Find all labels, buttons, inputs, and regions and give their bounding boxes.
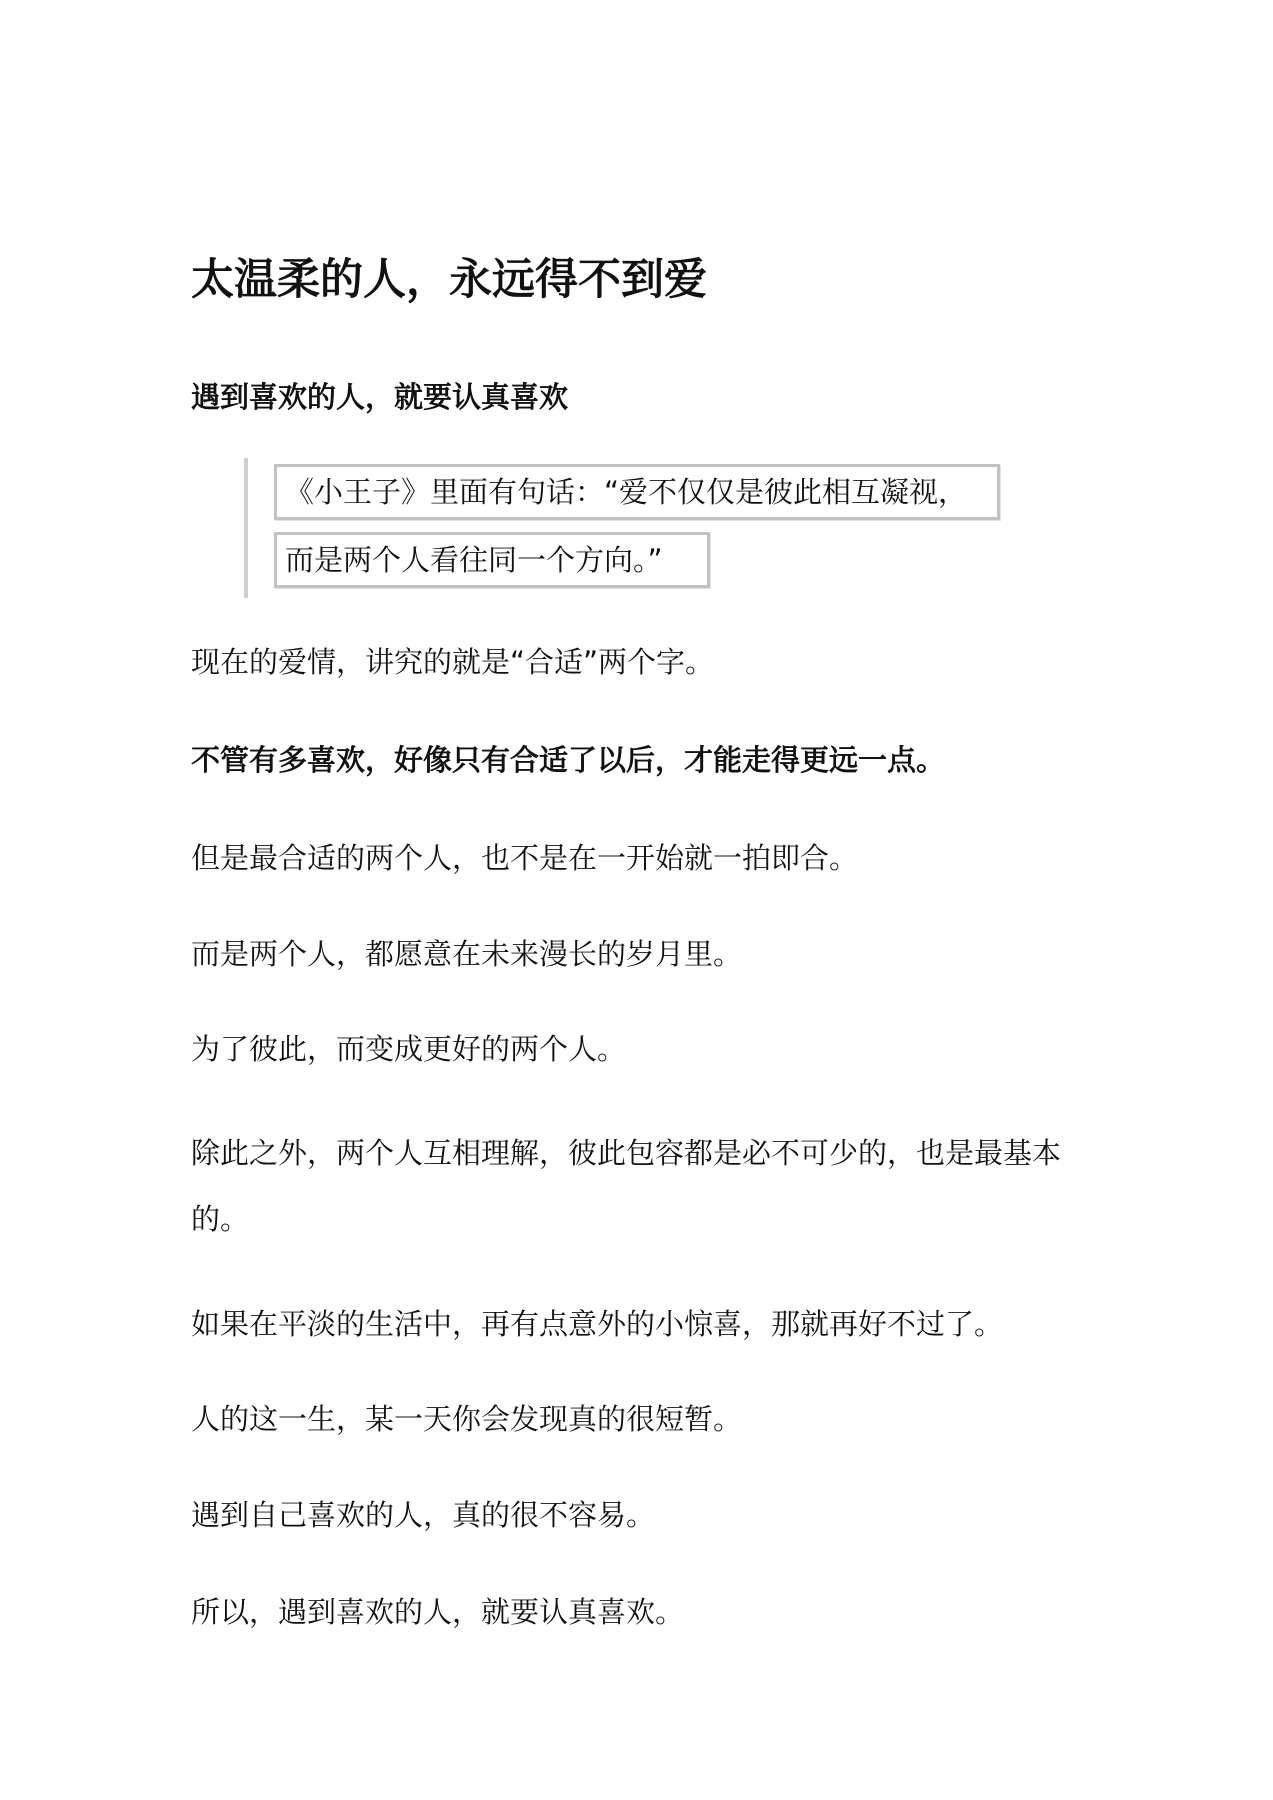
paragraph-10: 所以，遇到喜欢的人，就要认真喜欢。	[191, 1595, 685, 1629]
blockquote	[244, 458, 1028, 598]
paragraph-3: 但是最合适的两个人，也不是在一开始就一拍即合。	[191, 841, 859, 875]
paragraph-4: 而是两个人，都愿意在未来漫长的岁月里。	[191, 937, 743, 971]
paragraph-7: 如果在平淡的生活中，再有点意外的小惊喜，那就再好不过了。	[191, 1307, 1004, 1341]
quote-line-2: 而是两个人看往同一个方向。”	[274, 532, 710, 588]
paragraph-1: 现在的爱情，讲究的就是“合适”两个字。	[191, 645, 715, 679]
section-heading: 遇到喜欢的人，就要认真喜欢	[191, 380, 569, 414]
paragraph-8: 人的这一生，某一天你会发现真的很短暂。	[191, 1402, 743, 1436]
paragraph-9: 遇到自己喜欢的人，真的很不容易。	[191, 1498, 656, 1532]
paragraph-6: 除此之外，两个人互相理解，彼此包容都是必不可少的，也是最基本的。	[191, 1136, 1062, 1236]
quote-line-1: 《小王子》里面有句话：“爱不仅仅是彼此相互凝视，	[274, 464, 1000, 520]
article-title: 太温柔的人，永远得不到爱	[191, 255, 707, 305]
paragraph-5: 为了彼此，而变成更好的两个人。	[191, 1032, 627, 1066]
paragraph-2-bold: 不管有多喜欢，好像只有合适了以后，才能走得更远一点。	[191, 743, 946, 777]
